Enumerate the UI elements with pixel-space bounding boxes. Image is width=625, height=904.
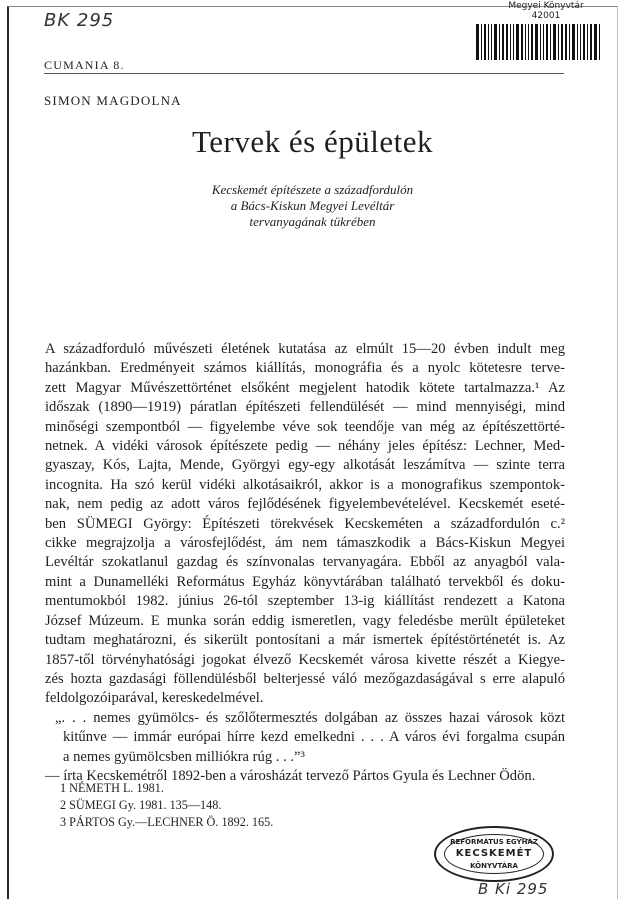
body-line: mentumokból 1982. június 26-tól szeptember 13-ig kiállítást rendezett a Katona	[45, 593, 565, 610]
footnote: 3 PÁRTOS Gy.—LECHNER Ö. 1892. 165.	[60, 815, 274, 829]
subtitle-line: a Bács-Kiskun Megyei Levéltár	[230, 198, 395, 213]
footnotes	[60, 780, 273, 831]
article-subtitle	[0, 182, 625, 230]
body-line: A századforduló művészeti életének kutatása az elmúlt 15—20 évben indult meg	[45, 341, 565, 357]
footnote: 2 SÜMEGI Gy. 1981. 135—148.	[60, 798, 222, 812]
barcode-bar	[488, 24, 489, 60]
body-line: József Múzeum. E munka során eddig ismeretlen, vagy feledésbe merült épületeket	[45, 612, 565, 629]
body-line: mint a Dunamelléki Református Egyház könyvtárában található tervekből és doku-	[45, 573, 565, 590]
barcode-bar	[594, 24, 597, 60]
barcode-bar	[484, 24, 486, 60]
barcode-bar	[543, 24, 544, 60]
barcode-bar	[583, 24, 585, 60]
barcode-bar	[546, 24, 548, 60]
barcode-bar	[506, 24, 508, 60]
header-rule	[44, 73, 564, 74]
barcode-bar	[476, 24, 479, 60]
library-number: 42001	[531, 11, 561, 21]
stamp-text: KECSKEMÉT	[455, 848, 533, 859]
barcode-bar	[572, 24, 575, 60]
stamp-text: REFORMÁTUS EGYHÁZ	[450, 838, 538, 846]
library-stamp	[434, 826, 554, 882]
subtitle-line: tervanyagának tükrében	[249, 214, 376, 229]
body-line: 1857-től törvényhatósági jogokat élvező Kecskemét városa kivette részét a Kiegye-	[45, 651, 565, 668]
barcode-bar	[599, 24, 600, 60]
body-line: minőségi szempontból — figyelembe véve sok teendője van még az építészettörté-	[45, 418, 565, 435]
barcode-bar	[590, 24, 592, 60]
barcode-bar	[521, 24, 523, 60]
quote-line: a nemes gyümölcsben milliókra rúg . . .”³	[63, 748, 305, 765]
barcode-bar	[525, 24, 526, 60]
barcode-bar	[587, 24, 588, 60]
series-name: CUMANIA 8.	[44, 58, 125, 72]
library-label	[476, 1, 616, 21]
footnote: 1 NÉMETH L. 1981.	[60, 781, 164, 795]
body-line: Levéltár szokatlanul gazdag és színvonalas tervanyagára. Ebből az anyagból vala-	[45, 554, 565, 571]
body-line: hazánkban. Eredményeit számos kiállítás, monográfia és a nyolc kötetesre terve-	[45, 360, 565, 377]
article-title: Tervek és épületek	[192, 124, 433, 159]
body-line: zett Magyar Művészettörténet elsőként megjelent hatodik kötete tartalmazza.¹ Az	[45, 379, 565, 396]
barcode-bar	[553, 24, 556, 60]
closing-line: — írta Kecskemétről 1892-ben a városházát tervező Pártos Gyula és Lechner Ödön.	[45, 767, 536, 784]
barcode-bar	[540, 24, 541, 60]
barcode-bar	[558, 24, 559, 60]
barcode-bar	[481, 24, 482, 60]
barcode-bar	[491, 24, 492, 60]
body-text	[45, 340, 565, 786]
barcode-bar	[513, 24, 514, 60]
subtitle-line: Kecskemét építészete a századfordulón	[211, 182, 414, 197]
barcode-bar	[516, 24, 519, 60]
handwritten-shelf-mark: BK 295	[44, 10, 115, 31]
barcode-bar	[528, 24, 529, 60]
body-line: incognita. Ha szó kerül vidéki alkotásaikról, akkor is a monografikus szempontok-	[45, 476, 565, 493]
quote-line: kitűnve — immár európai hírre kezd emelkedni . . . A város évi forgalma csupán	[63, 729, 565, 746]
body-line: netnek. A vidéki városok építészete pedig — néhány jeles építész: Lechner, Med-	[45, 438, 565, 455]
stamp-text: KÖNYVTÁRA	[470, 862, 518, 870]
body-line: zés hozta gazdasági föllendülésből belterjessé váló mezőgazdaságával s erre alapuló	[45, 670, 565, 687]
body-line: feldolgozóiparával, kereskedelmével.	[45, 690, 264, 707]
barcode-bar	[561, 24, 563, 60]
body-line: tudtam meghatározni, és sikerült pontosítani a már ismertek építéstörténetét is. Az	[45, 632, 565, 649]
library-name: Megyei Könyvtár	[508, 1, 584, 11]
body-line: nak, nem pedig az adott város fejlődésének figyelembevételével. Kecskemét eseté-	[45, 496, 565, 513]
body-line: gyaszay, Kós, Lajta, Mende, Györgyi egy-egy alkotását leszámítva — szinte terra	[45, 457, 565, 474]
barcode-bar	[499, 24, 500, 60]
barcode-image	[476, 24, 618, 60]
barcode-bar	[565, 24, 567, 60]
barcode-bar	[577, 24, 578, 60]
barcode-bar	[494, 24, 497, 60]
handwritten-shelf-mark-bottom: B Ki 295	[478, 880, 549, 898]
barcode-bar	[580, 24, 581, 60]
barcode-bar	[535, 24, 538, 60]
barcode-bar	[569, 24, 570, 60]
body-line: ben SÜMEGI György: Építészeti törekvések Kecskeméten a századfordulón c.²	[45, 515, 565, 532]
body-line: cikke megrajzolja a városfejlődést, ám nem támaszkodik a Bács-Kiskun Megyei	[45, 535, 565, 552]
barcode-bar	[550, 24, 551, 60]
quote-line: „. . . nemes gyümölcs- és szőlőtermesztés dolgában az összes hazai városok közt	[55, 709, 565, 726]
author-name: SIMON MAGDOLNA	[44, 93, 182, 108]
barcode-bar	[531, 24, 533, 60]
barcode-bar	[502, 24, 504, 60]
barcode-bar	[510, 24, 511, 60]
body-line: időszak (1890—1919) páratlan építészeti fellendülését — mind mennyiségi, mind	[45, 399, 565, 416]
